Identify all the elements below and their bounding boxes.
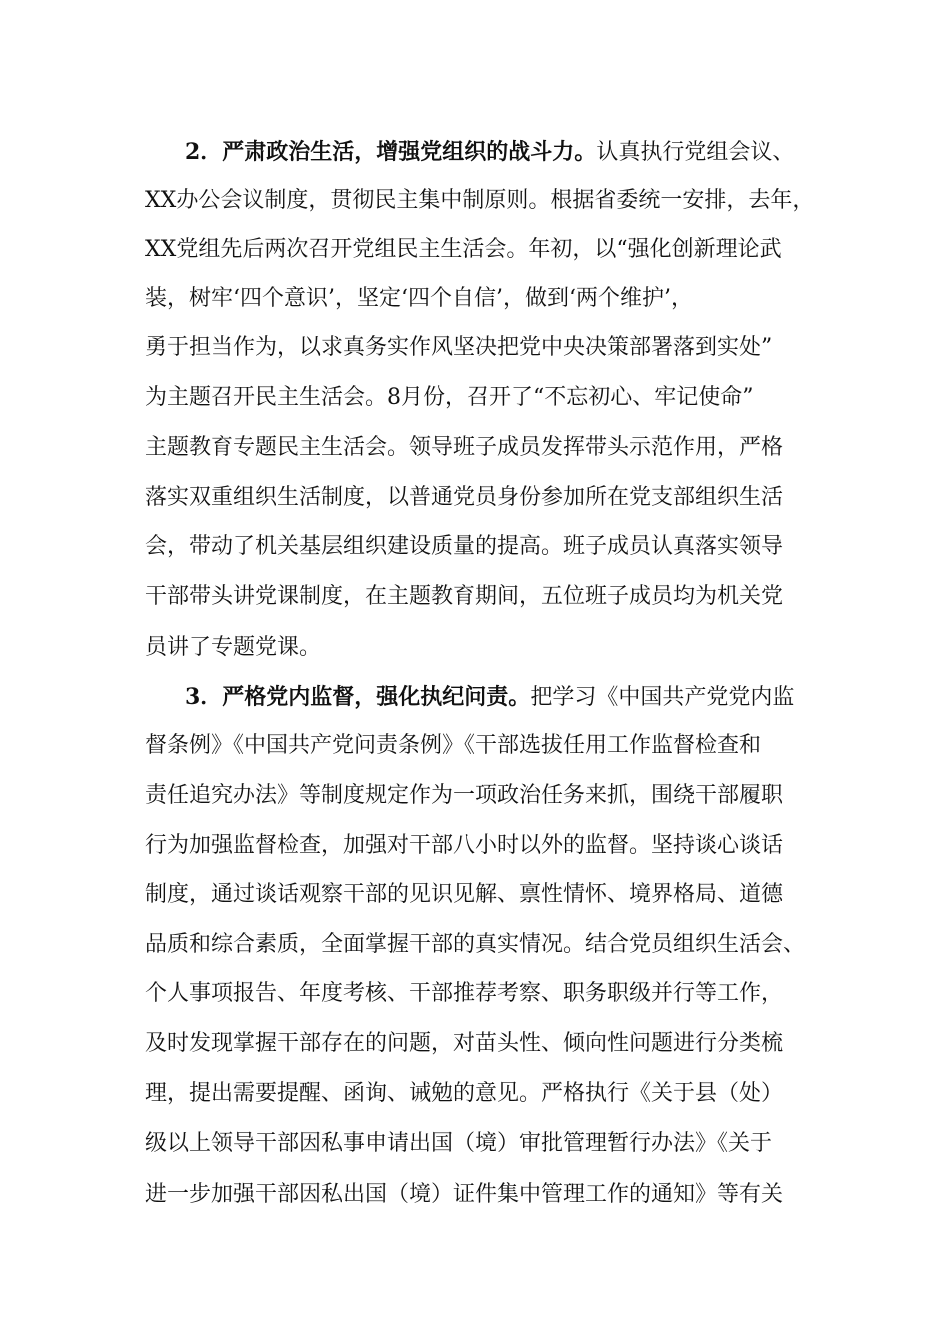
paragraph-line — [185, 672, 815, 722]
section-heading: 2．严肃政治生活，增强党组织的战斗力。 — [185, 139, 597, 165]
paragraph-line: 为主题召开民主生活会。8月份，召开了“不忘初心、牢记使命” — [145, 385, 754, 410]
paragraph-line: 装，树牢‘四个意识’，坚定‘四个自信’，做到‘两个维护’， — [145, 286, 693, 311]
paragraph-line: 个人事项报告、年度考核、干部推荐考察、职务职级并行等工作， — [145, 981, 784, 1006]
paragraph-line: 制度，通过谈话观察干部的见识见解、禀性情怀、境界格局、道德 — [145, 882, 784, 907]
paragraph-line — [185, 127, 815, 177]
paragraph-line: 督条例》《中国共产党问责条例》《干部选拔任用工作监督检查和 — [145, 733, 762, 758]
paragraph-line: 干部带头讲党课制度，在主题教育期间，五位班子成员均为机关党 — [145, 584, 784, 609]
paragraph-line: XX办公会议制度，贯彻民主集中制原则。根据省委统一安排，去年， — [145, 188, 815, 213]
paragraph-line: XX党组先后两次召开党组民主生活会。年初，以“强化创新理论武 — [145, 237, 782, 262]
paragraph-line: 理，提出需要提醒、函询、诫勉的意见。严格执行《关于县（处） — [145, 1081, 784, 1106]
paragraph-line: 落实双重组织生活制度，以普通党员身份参加所在党支部组织生活 — [145, 485, 784, 510]
paragraph-line: 勇于担当作为，以求真务实作风坚决把党中央决策部署落到实处” — [145, 335, 773, 360]
paragraph-line: 级以上领导干部因私事申请出国（境）审批管理暂行办法》《关于 — [145, 1131, 773, 1156]
paragraph-line: 责任追究办法》等制度规定作为一项政治任务来抓，围绕干部履职 — [145, 783, 784, 808]
paragraph-line: 品质和综合素质，全面掌握干部的真实情况。结合党员组织生活会、 — [145, 932, 806, 957]
paragraph-line: 会，带动了机关基层组织建设质量的提高。班子成员认真落实领导 — [145, 534, 784, 559]
paragraph-line: 主题教育专题民主生活会。领导班子成员发挥带头示范作用，严格 — [145, 435, 784, 460]
section-heading: 3．严格党内监督，强化执纪问责。 — [185, 684, 531, 710]
paragraph-line: 进一步加强干部因私出国（境）证件集中管理工作的通知》等有关 — [145, 1182, 784, 1207]
paragraph-text: 认真执行党组会议、 — [596, 140, 795, 165]
paragraph-line: 行为加强监督检查，加强对干部八小时以外的监督。坚持谈心谈话 — [145, 833, 784, 858]
paragraph-text: 把学习《中国共产党党内监 — [530, 685, 795, 710]
paragraph-line: 员讲了专题党课。 — [145, 635, 322, 660]
paragraph-line: 及时发现掌握干部存在的问题，对苗头性、倾向性问题进行分类梳 — [145, 1031, 784, 1056]
